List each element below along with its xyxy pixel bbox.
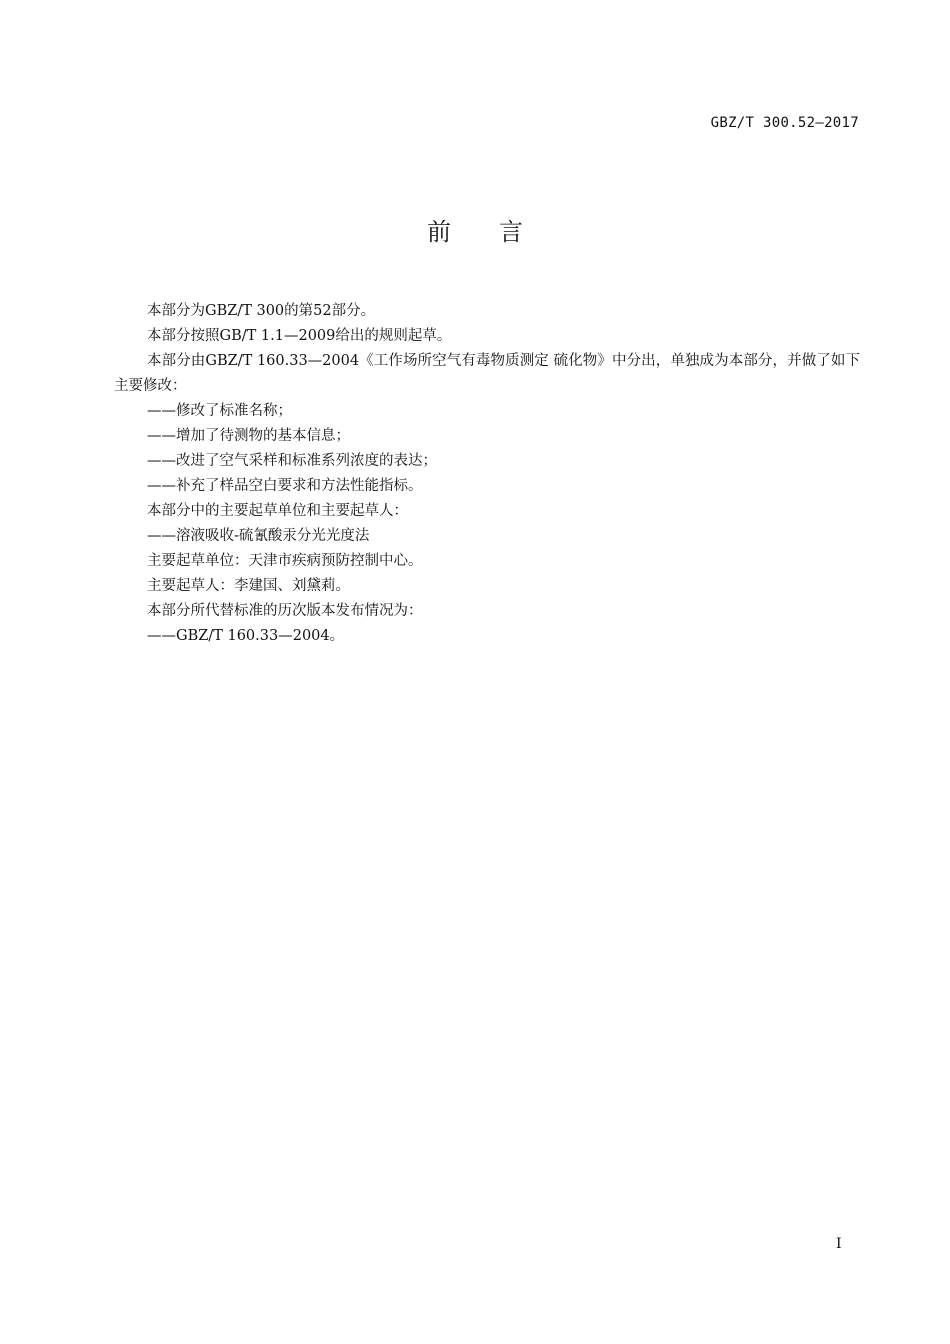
list-item: ——增加了待测物的基本信息； [147, 428, 350, 444]
list-item: ——GBZ/T 160.33—2004。 [147, 628, 345, 644]
paragraph: 主要起草单位：天津市疾病预防控制中心。 [147, 553, 423, 569]
title-char-2: 言 [499, 218, 523, 246]
foreword-body [114, 299, 860, 649]
page-number: I [836, 1236, 842, 1252]
document-code: GBZ/T 300.52—2017 [710, 115, 859, 131]
title-char-1: 前 [427, 218, 451, 246]
list-item: ——修改了标准名称； [147, 403, 292, 419]
paragraph: 本部分由GBZ/T 160.33—2004《工作场所空气有毒物质测定 硫化物》中分出，单独成为本部分，并做了如下主要修改： [114, 353, 860, 394]
paragraph: 本部分中的主要起草单位和主要起草人： [147, 503, 408, 519]
paragraph: 主要起草人：李建国、刘黛莉。 [147, 578, 350, 594]
paragraph: 本部分所代替标准的历次版本发布情况为： [147, 603, 423, 619]
paragraph: 本部分按照GB/T 1.1—2009给出的规则起草。 [147, 328, 452, 344]
paragraph: 本部分为GBZ/T 300的第52部分。 [147, 303, 376, 319]
list-item: ——补充了样品空白要求和方法性能指标。 [147, 478, 423, 494]
list-item: ——溶液吸收-硫氰酸汞分光光度法 [147, 528, 370, 544]
page-title [0, 212, 950, 247]
list-item: ——改进了空气采样和标准系列浓度的表达； [147, 453, 437, 469]
